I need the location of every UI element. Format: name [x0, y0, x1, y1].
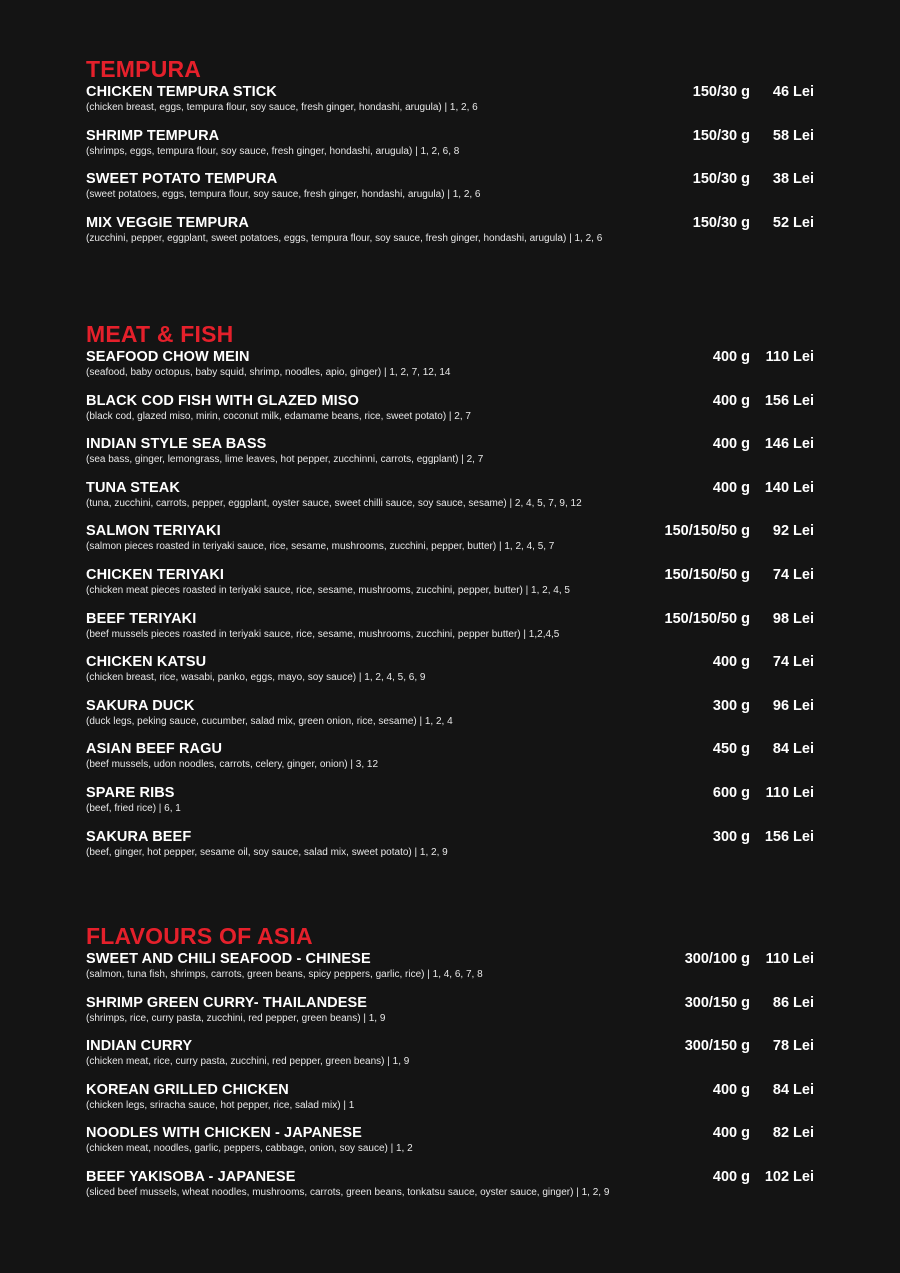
item-price: 74 Lei [772, 566, 814, 583]
item-description: (beef, fried rice) | 6, 1 [86, 802, 181, 814]
item-price: 156 Lei [764, 392, 814, 409]
item-description: (chicken meat pieces roasted in teriyaki sauce, rice, sesame, mushrooms, zucchini, pepper, butter) | 1, 2, 4, 5 [86, 584, 570, 596]
item-name: BEEF YAKISOBA - JAPANESE [86, 1168, 296, 1185]
item-name: SAKURA BEEF [86, 828, 192, 845]
section-title: FLAVOURS OF ASIA [86, 923, 313, 949]
item-description: (chicken meat, rice, curry pasta, zucchini, red pepper, green beans) | 1, 9 [86, 1056, 410, 1068]
item-description: (beef mussels, udon noodles, carrots, celery, ginger, onion) | 3, 12 [86, 759, 379, 771]
item-name: CHICKEN TERIYAKI [86, 566, 225, 583]
item-weight: 450 g [712, 741, 750, 758]
item-description: (black cod, glazed miso, mirin, coconut milk, edamame beans, rice, sweet potato) | 2, 7 [86, 410, 471, 422]
menu-section-flavours-of-asia [86, 923, 814, 1227]
item-name: KOREAN GRILLED CHICKEN [86, 1081, 289, 1098]
item-description: (salmon, tuna fish, shrimps, carrots, green beans, spicy peppers, garlic, rice) | 1, 4, 6, 7, 8 [86, 969, 483, 980]
item-price: 140 Lei [764, 479, 814, 496]
item-price: 78 Lei [772, 1038, 814, 1055]
menu-section-meat-fish [86, 321, 814, 872]
item-description: (chicken breast, eggs, tempura flour, soy sauce, fresh ginger, hondashi, arugula) | 1, 2, 6 [86, 102, 478, 113]
menu-item [86, 84, 814, 128]
menu-item [86, 785, 814, 829]
item-description: (beef mussels pieces roasted in teriyaki sauce, rice, sesame, mushrooms, zucchini, pepper butter) | 1,2,4,5 [86, 628, 560, 640]
item-name: SAKURA DUCK [86, 697, 195, 714]
item-weight: 400 g [712, 1081, 750, 1098]
item-price: 146 Lei [764, 436, 814, 453]
item-description: (chicken breast, rice, wasabi, panko, eggs, mayo, soy sauce) | 1, 2, 4, 5, 6, 9 [86, 672, 426, 684]
item-weight: 400 g [712, 654, 750, 671]
item-price: 86 Lei [772, 994, 814, 1011]
item-price: 84 Lei [772, 1081, 814, 1098]
menu-item [86, 1082, 814, 1126]
item-weight: 300 g [712, 828, 750, 845]
item-name: INDIAN CURRY [86, 1038, 193, 1055]
menu-item [86, 611, 814, 655]
item-name: SWEET AND CHILI SEAFOOD - CHINESE [86, 951, 371, 967]
menu-item [86, 741, 814, 785]
item-price: 82 Lei [772, 1125, 814, 1142]
item-weight: 150/30 g [692, 214, 750, 231]
item-price: 110 Lei [765, 784, 814, 801]
item-weight: 300 g [712, 697, 750, 714]
item-name: BEEF TERIYAKI [86, 610, 197, 627]
item-weight: 150/150/50 g [664, 566, 750, 583]
item-price: 58 Lei [772, 127, 814, 144]
item-price: 92 Lei [772, 523, 814, 540]
item-weight: 150/150/50 g [664, 523, 750, 540]
menu-item [86, 1038, 814, 1082]
item-price: 156 Lei [764, 828, 814, 845]
item-name: CHICKEN TEMPURA STICK [86, 84, 277, 100]
item-price: 38 Lei [772, 171, 814, 188]
menu-item [86, 523, 814, 567]
item-description: (beef, ginger, hot pepper, sesame oil, soy sauce, salad mix, sweet potato) | 1, 2, 9 [86, 846, 448, 858]
item-weight: 400 g [712, 349, 750, 365]
item-name: SPARE RIBS [86, 784, 175, 801]
item-price: 46 Lei [772, 84, 814, 100]
menu-item [86, 951, 814, 995]
menu-item [86, 698, 814, 742]
menu-item [86, 567, 814, 611]
item-name: SEAFOOD CHOW MEIN [86, 349, 250, 365]
item-description: (sliced beef mussels, wheat noodles, mushrooms, carrots, green beans, tonkatsu sauce, oyster sauce, ginger) | 1, 2, 9 [86, 1186, 610, 1198]
item-price: 96 Lei [772, 697, 814, 714]
item-description: (duck legs, peking sauce, cucumber, salad mix, green onion, rice, sesame) | 1, 2, 4 [86, 715, 453, 727]
item-description: (salmon pieces roasted in teriyaki sauce, rice, sesame, mushrooms, zucchini, pepper, butter) | 1, 2, 4, 5, 7 [86, 541, 555, 553]
menu-item [86, 436, 814, 480]
item-name: SHRIMP GREEN CURRY- THAILANDESE [86, 994, 368, 1011]
menu-item [86, 128, 814, 172]
item-description: (sea bass, ginger, lemongrass, lime leaves, hot pepper, zucchinni, carrots, eggplant) | 2, 7 [86, 454, 484, 466]
item-price: 110 Lei [765, 349, 814, 365]
menu-item [86, 829, 814, 873]
item-weight: 400 g [712, 436, 750, 453]
item-weight: 300/100 g [684, 951, 750, 967]
item-name: SWEET POTATO TEMPURA [86, 171, 278, 188]
item-price: 84 Lei [772, 741, 814, 758]
menu-item [86, 1125, 814, 1169]
item-name: MIX VEGGIE TEMPURA [86, 214, 249, 231]
item-weight: 400 g [712, 1125, 750, 1142]
section-title: MEAT & FISH [86, 321, 234, 347]
item-weight: 150/150/50 g [664, 610, 750, 627]
item-weight: 600 g [712, 784, 750, 801]
item-price: 110 Lei [765, 951, 814, 967]
item-weight: 150/30 g [692, 84, 750, 100]
item-description: (sweet potatoes, eggs, tempura flour, soy sauce, fresh ginger, hondashi, arugula) | 1, 2, 6 [86, 189, 481, 201]
item-name: SHRIMP TEMPURA [86, 127, 220, 144]
menu-item [86, 171, 814, 215]
item-name: ASIAN BEEF RAGU [86, 741, 223, 758]
menu-item [86, 480, 814, 524]
item-weight: 300/150 g [684, 1038, 750, 1055]
item-weight: 400 g [712, 392, 750, 409]
item-description: (zucchini, pepper, eggplant, sweet potatoes, eggs, tempura flour, soy sauce, fresh ginger, hondashi, arugula) | 1, 2, 6 [86, 232, 603, 244]
item-price: 102 Lei [764, 1168, 814, 1185]
item-name: TUNA STEAK [86, 479, 180, 496]
item-name: SALMON TERIYAKI [86, 523, 221, 540]
menu-item [86, 349, 814, 393]
item-weight: 150/30 g [692, 127, 750, 144]
menu-item [86, 995, 814, 1039]
item-name: BLACK COD FISH WITH GLAZED MISO [86, 392, 359, 409]
section-title: TEMPURA [86, 56, 202, 82]
menu-section-tempura [86, 56, 814, 273]
item-description: (shrimps, eggs, tempura flour, soy sauce, fresh ginger, hondashi, arugula) | 1, 2, 6, 8 [86, 145, 460, 157]
item-weight: 400 g [712, 479, 750, 496]
item-description: (chicken legs, sriracha sauce, hot pepper, rice, salad mix) | 1 [86, 1099, 355, 1111]
item-price: 74 Lei [772, 654, 814, 671]
item-weight: 400 g [712, 1168, 750, 1185]
item-description: (seafood, baby octopus, baby squid, shrimp, noodles, apio, ginger) | 1, 2, 7, 12, 14 [86, 367, 451, 378]
menu-item [86, 215, 814, 273]
menu-item [86, 1169, 814, 1227]
item-name: CHICKEN KATSU [86, 654, 207, 671]
item-name: INDIAN STYLE SEA BASS [86, 436, 267, 453]
item-description: (tuna, zucchini, carrots, pepper, eggplant, oyster sauce, sweet chilli sauce, soy sauce, sesame) | 2, 4, 5, 7, 9, 12 [86, 497, 582, 509]
item-weight: 150/30 g [692, 171, 750, 188]
menu-item [86, 654, 814, 698]
item-name: NOODLES WITH CHICKEN - JAPANESE [86, 1125, 362, 1142]
item-weight: 300/150 g [684, 994, 750, 1011]
menu-item [86, 393, 814, 437]
item-price: 98 Lei [772, 610, 814, 627]
item-description: (shrimps, rice, curry pasta, zucchini, red pepper, green beans) | 1, 9 [86, 1012, 386, 1024]
item-description: (chicken meat, noodles, garlic, peppers, cabbage, onion, soy sauce) | 1, 2 [86, 1143, 413, 1155]
item-price: 52 Lei [772, 214, 814, 231]
